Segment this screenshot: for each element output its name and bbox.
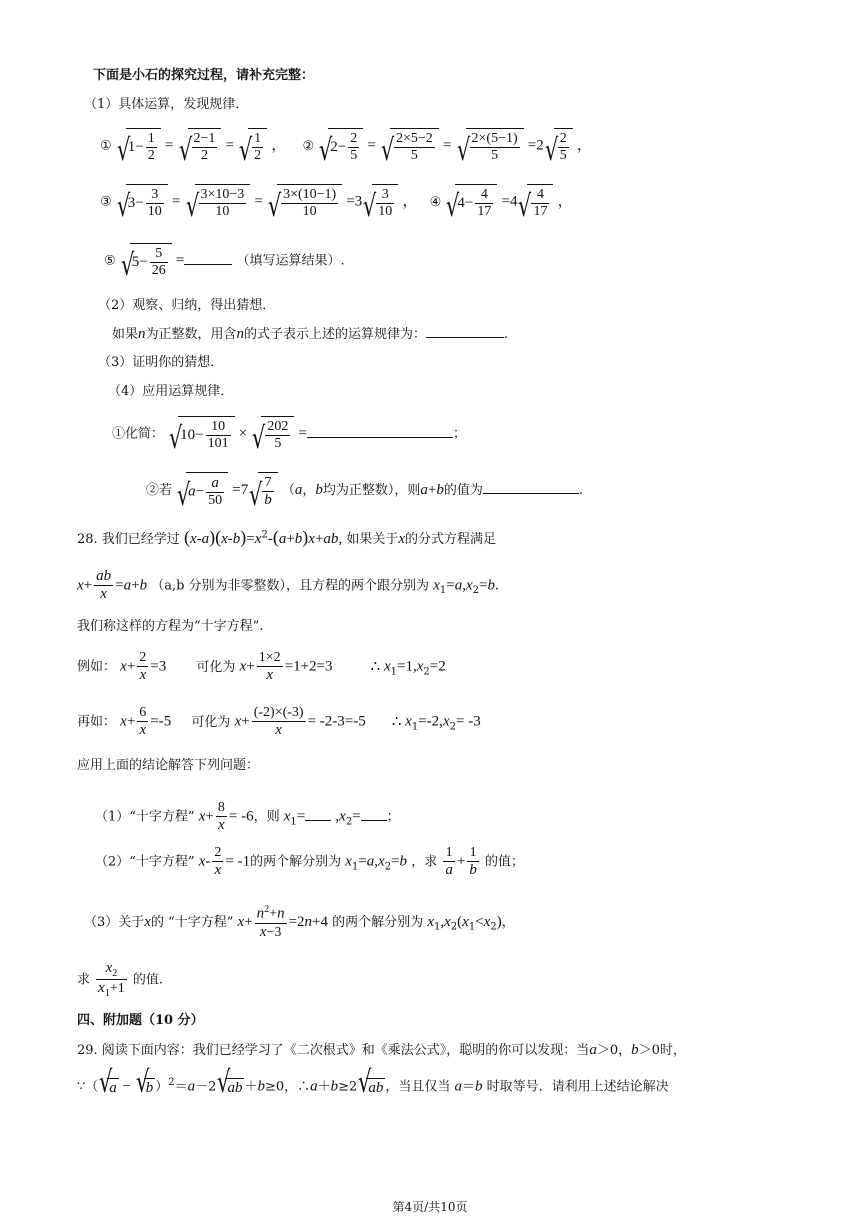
q28-name-line: 我们称这样的方程为“十字方程”. (77, 619, 264, 634)
ex3-expr: √ 3− $\frac{3}{10}$ (116, 184, 168, 220)
part1-row2: ③ √ 3− $\frac{3}{10}$ = √ $\frac{3\times 10-3}{10}$ = √ $\frac{3\times(10-1)}{10}$ =3 √ $\frac{3}{10}$ ， ④ √ 4− $\frac{4}{17}$ =4 √ $\frac{4}{17}$ ， (100, 184, 573, 220)
ex1-label: ① (100, 138, 112, 154)
q28-example1: 例如： x+ $\frac{2}{x}$ =3 可化为 x+ $\frac{1\times 2}{x}$ =1+2=3 ∴ $x_1=1,x_2=2$ (77, 650, 446, 684)
ex5-note: （填写运算结果）. (236, 253, 345, 269)
q29-line1: 29. 阅读下面内容：我们已经学习了《二次根式》和《乘法公式》，聪明的你可以发现：当a＞0，b＞0时， (77, 1042, 686, 1058)
part4-q1: ①化简： √ 10− $\frac{10}{101}$ × √ $\frac{202}{5}$ = ； (112, 416, 466, 452)
q28-intro: 28. 我们已经学过 $(x-a)(x-b)=x^2-(a+b)x+ab$, 如果关于x的分式方程满足 (77, 527, 497, 547)
q28-example2: 再如： x+ $\frac{6}{x}$ =-5 可化为 x+ $\frac{(-2)\times(-3)}{x}$ = -2-3=-5 ∴ $x_1=-2,x_2= -3$ (77, 705, 481, 739)
s1-x1-blank[interactable] (305, 820, 331, 821)
ex4-label: ④ (429, 194, 442, 210)
part1-row1: ① √ 1− $\frac{1}{2}$ = √ $\frac{2-1}{2}$ = √ $\frac{1}{2}$ ， ② √ 2− $\frac{2}{5}$ = √ $\frac{2\times 5-2}{5}$ = √ $\frac{2\times(5-1)}{5}$ =2 √ $\frac{2}{5}$ ， (100, 128, 592, 164)
ex5-label: ⑤ (104, 253, 116, 269)
part2-text: 如果n为正整数，用含n的式子表示上述的运算规律为： . (112, 326, 509, 342)
q2-expr: √ a− $\frac{a}{50}$ (176, 472, 228, 509)
q28-sub2: （2）“十字方程” x- $\frac{2}{x}$ = -1的两个解分别为 $x_1=a,x_2=b$ ，求 $\frac{1}{a}$ + $\frac{1}{b}$ 的值； (95, 845, 524, 879)
s1-x2-blank[interactable] (361, 820, 387, 821)
section4-title: 四、附加题（10 分） (77, 1013, 204, 1028)
ex2-expr: √ 2− $\frac{2}{5}$ (318, 128, 363, 164)
part4-q2: ②若 √ a− $\frac{a}{50}$ =7 √ $\frac{7}{b}$ （a，b均为正整数），则a+b的值为 . (146, 472, 583, 509)
rule-answer-blank[interactable] (426, 337, 504, 338)
q1-answer-blank[interactable] (307, 437, 453, 438)
ex2-label: ② (302, 138, 315, 154)
ex1-expr: √ 1− $\frac{1}{2}$ (116, 128, 161, 164)
q2-answer-blank[interactable] (483, 493, 579, 494)
part3-title: （3）证明你的猜想． (98, 355, 224, 370)
q28-sub1: （1）“十字方程” x+ $\frac{8}{x}$ = -6，则 $x_1= ,x_2=$ ； (95, 800, 400, 834)
part2-title: （2）观察、归纳，得出猜想． (98, 298, 276, 313)
part4-title: （4）应用运算规律． (108, 384, 234, 399)
q28-condition: x+ $\frac{ab}{x}$ =a+b （a,b 分别为非零整数），且方程的两个跟分别为 $x_1=a,x_2=b$. (77, 568, 499, 603)
ex4-expr: √ 4− $\frac{4}{17}$ (445, 184, 497, 220)
part1-row3: ⑤ √ 5− $\frac{5}{26}$ = （填写运算结果）. (104, 243, 345, 279)
q28-sub3: （3）关于x的 “十字方程” x+ $\frac{n^2+n}{x-3}$ =2n+4 的两个解分别为 $x_1,x_2(x_1<x_2)$， (84, 904, 515, 940)
q29-line2: ∵（√ a − √ b ）$^2$＝a－2√ ab ＋b≥0，∴a＋b≥2√ ab ，当且仅当 a＝b 时取等号．请利用上述结论解决 (77, 1078, 669, 1096)
part1-title: （1）具体运算，发现规律． (84, 97, 249, 112)
intro-text: 下面是小石的探究过程，请补充完整： (93, 68, 315, 83)
q28-apply: 应用上面的结论解答下列问题： (77, 758, 260, 773)
q28-sub3-ask: 求 $\frac{x_2}{x_1+1}$ 的值. (77, 960, 164, 1000)
ex3-label: ③ (100, 194, 112, 210)
page-number: 第4页/共10页 (392, 1200, 468, 1214)
ex5-answer-blank[interactable] (184, 264, 232, 265)
q1-expr: √ 10− $\frac{10}{101}$ (168, 416, 234, 452)
ex5-expr: √ 5− $\frac{5}{26}$ (120, 243, 172, 279)
